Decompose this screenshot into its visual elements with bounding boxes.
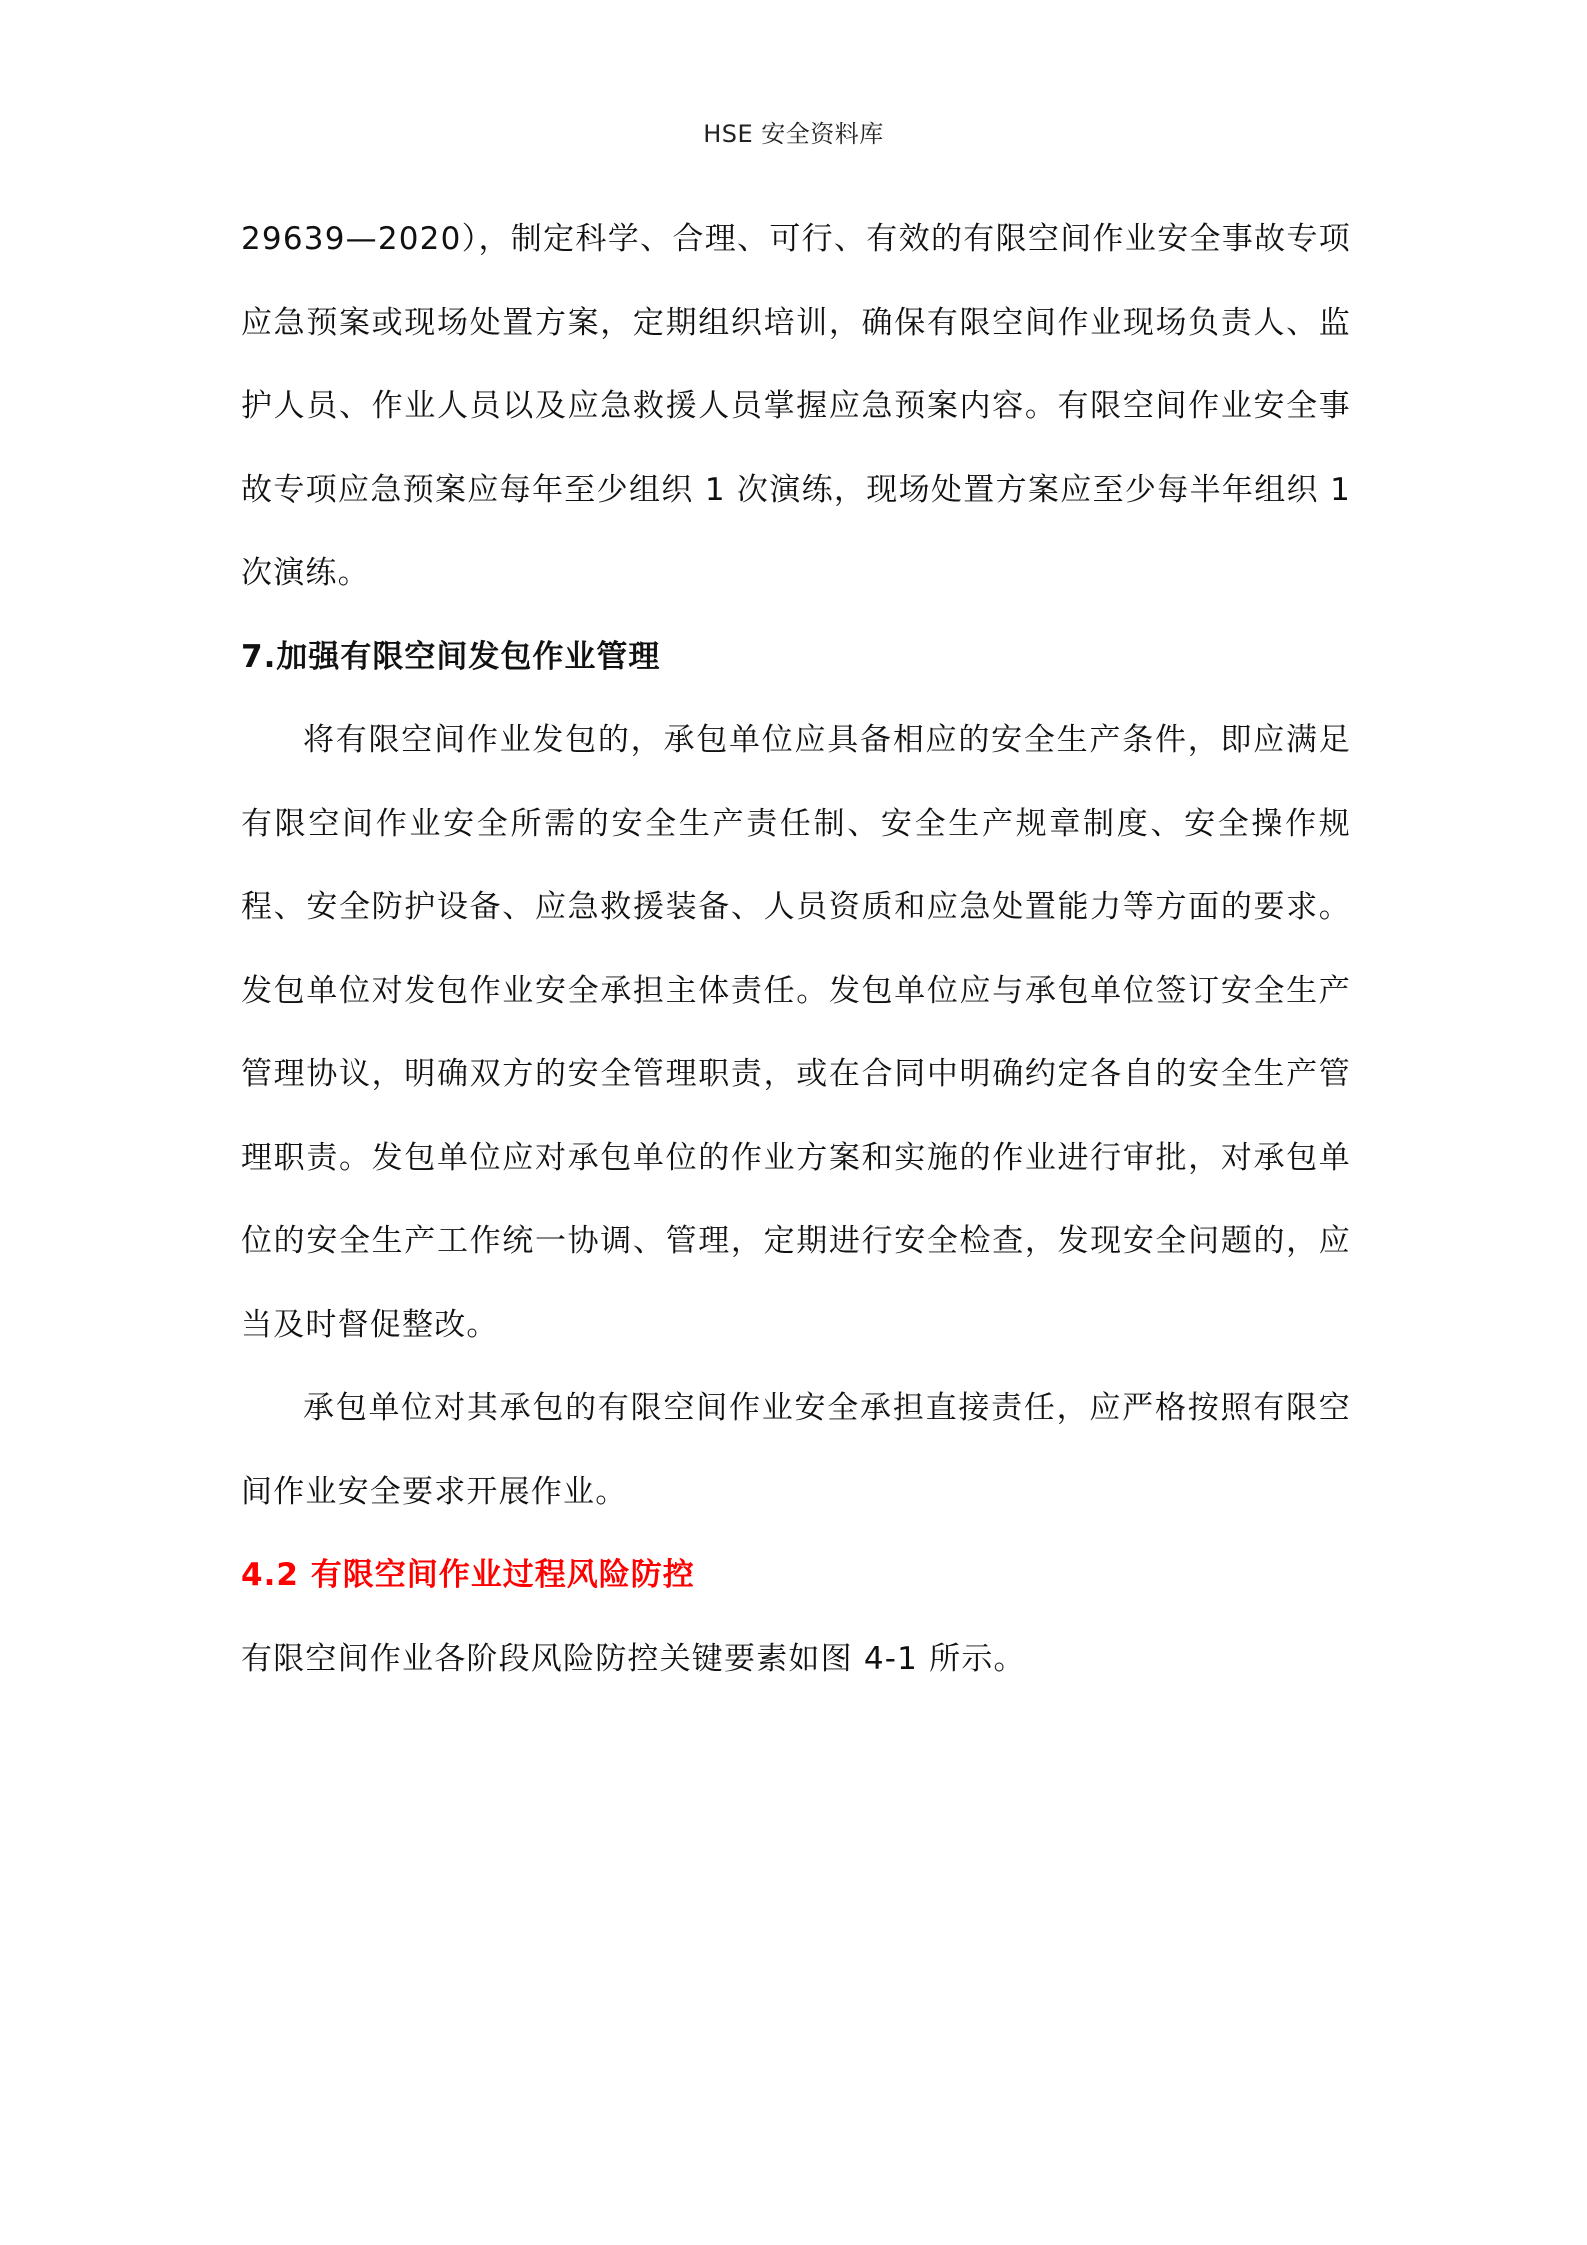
section-heading-subcontract: 7.加强有限空间发包作业管理 xyxy=(241,638,661,675)
page-header: HSE 安全资料库 xyxy=(703,120,884,148)
paragraph-figure-reference: 有限空间作业各阶段风险防控关键要素如图 4-1 所示。 xyxy=(241,1640,1026,1677)
paragraph-contractor-responsibility: 承包单位对其承包的有限空间作业安全承担直接责任，应严格按照有限空间作业安全要求开展作业。 xyxy=(241,1390,1351,1510)
section-heading-risk-control: 4.2 有限空间作业过程风险防控 xyxy=(241,1557,695,1593)
document-body xyxy=(241,198,1351,1701)
paragraph-subcontract-requirements: 将有限空间作业发包的，承包单位应具备相应的安全生产条件，即应满足有限空间作业安全所需的安全生产责任制、安全生产规章制度、安全操作规程、安全防护设备、应急救援装备、人员资质和应急处置能力等方面的要求。发包单位对发包作业安全承担主体责任。发包单位应与承包单位签订安全生产管理协议，明确双方的安全管理职责，或在合同中明确约定各自的安全生产管理职责。发包单位应对承包单位的作业方案和实施的作业进行审批，对承包单位的安全生产工作统一协调、管理，定期进行安全检查，发现安全问题的，应当及时督促整改。 xyxy=(241,722,1351,1343)
paragraph-emergency-plan: 29639—2020），制定科学、合理、可行、有效的有限空间作业安全事故专项应急预案或现场处置方案，定期组织培训，确保有限空间作业现场负责人、监护人员、作业人员以及应急救援人员掌握应急预案内容。有限空间作业安全事故专项应急预案应每年至少组织 1 次演练，现场处置方案应至少每半年组织 1 次演练。 xyxy=(241,221,1351,591)
